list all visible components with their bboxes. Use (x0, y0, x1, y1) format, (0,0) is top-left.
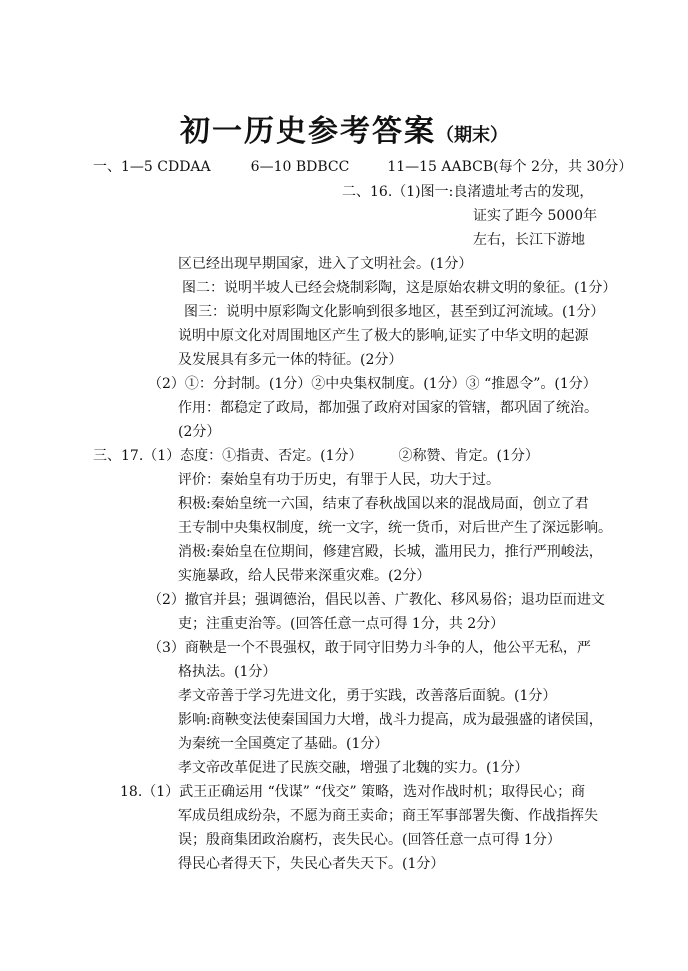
q17-line5: 消极:秦始皇在位期间，修建宫殿，长城，滥用民力，推行严刑峻法， (178, 544, 603, 560)
page-title (0, 106, 688, 150)
q17-line1-b: ②称赞、肯定。(1分） (398, 448, 539, 464)
q17-part2-line2: 吏；注重吏治等。(回答任意一点可得 1分，共 2分） (178, 616, 505, 632)
section1-label: 一、 (93, 159, 121, 175)
q17-line1-a: 三、17.（1）态度：①指责、否定。(1分） (93, 448, 363, 464)
q18-line1: 18.（1）武王正确运用 “伐谋” “伐交” 策略，选对作战时机；取得民心；商 (120, 784, 586, 800)
q17-line1 (93, 447, 539, 465)
q16-head: 二、16.（1)图一:良渚遗址考古的发现， (342, 184, 594, 200)
q16-part2-line1: （2）①：分封制。(1分）②中央集权制度。(1分）③ “推恩令”。(1分） (148, 376, 597, 392)
q17-part3-line5: 为秦统一全国奠定了基础。(1分） (178, 736, 389, 752)
q16-part2-line2: 作用：都稳定了政局，都加强了政府对国家的管辖，都巩固了统治。 (178, 400, 598, 416)
q17-line4: 王专制中央集权制度，统一文字，统一货币，对后世产生了深远影响。 (178, 520, 612, 536)
q17-part3-line1: （3）商鞅是一个不畏强权，敢于同守旧势力斗争的人，他公平无私，严 (148, 640, 591, 656)
q16-line5: 图二：说明半坡人已经会烧制彩陶，这是原始农耕文明的象征。(1分） (182, 280, 617, 296)
q16-line6: 图三：说明中原彩陶文化影响到很多地区，甚至到辽河流域。(1分） (184, 304, 605, 320)
q16-line4: 区已经出现早期国家，进入了文明社会。(1分） (178, 256, 473, 272)
q17-line3: 积极:秦始皇统一六国，结束了春秋战国以来的混战局面，创立了君 (178, 496, 589, 512)
q18-line2: 军成员组成纷杂，不愿为商王卖命；商王军事部署失衡、作战指挥失 (178, 808, 598, 824)
q17-line2: 评价：秦始皇有功于历史，有罪于人民，功大于过。 (178, 472, 500, 488)
section1-score: (每个 2分，共 30分） (493, 159, 633, 175)
q18-line3: 误；殷商集团政治腐朽，丧失民心。(回答任意一点可得 1分） (178, 832, 561, 848)
q17-part2-line1: （2）撤官并县；强调德治，倡民以善、广教化、移风易俗；退功臣而进文 (148, 592, 605, 608)
title-main: 初一历史参考答案 (180, 114, 436, 149)
title-sub: （期末） (436, 125, 508, 146)
section1-line (93, 158, 632, 176)
section1-group2: 6—10 BDBCC (250, 159, 350, 175)
section1-group3: 11—15 AABCB (387, 159, 494, 175)
q17-part3-line2: 格执法。(1分） (178, 664, 277, 680)
q16-part2-line3: (2分） (178, 424, 221, 440)
q16-line2: 证实了距今 5000年 (473, 208, 598, 224)
q17-part3-line6: 孝文帝改革促进了民族交融，增强了北魏的实力。(1分） (178, 760, 529, 776)
q18-line4: 得民心者得天下，失民心者失天下。(1分） (178, 856, 445, 872)
q16-line8: 及发展具有多元一体的特征。(2分） (178, 352, 403, 368)
section1-group1: 1—5 CDDAA (121, 159, 211, 175)
q17-part3-line4: 影响:商鞅变法使秦国国力大增，战斗力提高，成为最强盛的诸侯国， (178, 712, 603, 728)
q16-line7: 说明中原文化对周围地区产生了极大的影响,证实了中华文明的起源 (178, 328, 589, 344)
q17-line6: 实施暴政，给人民带来深重灾难。(2分） (178, 568, 431, 584)
q17-part3-line3: 孝文帝善于学习先进文化，勇于实践，改善落后面貌。(1分） (178, 688, 557, 704)
q16-line3: 左右，长江下游地 (473, 232, 585, 248)
